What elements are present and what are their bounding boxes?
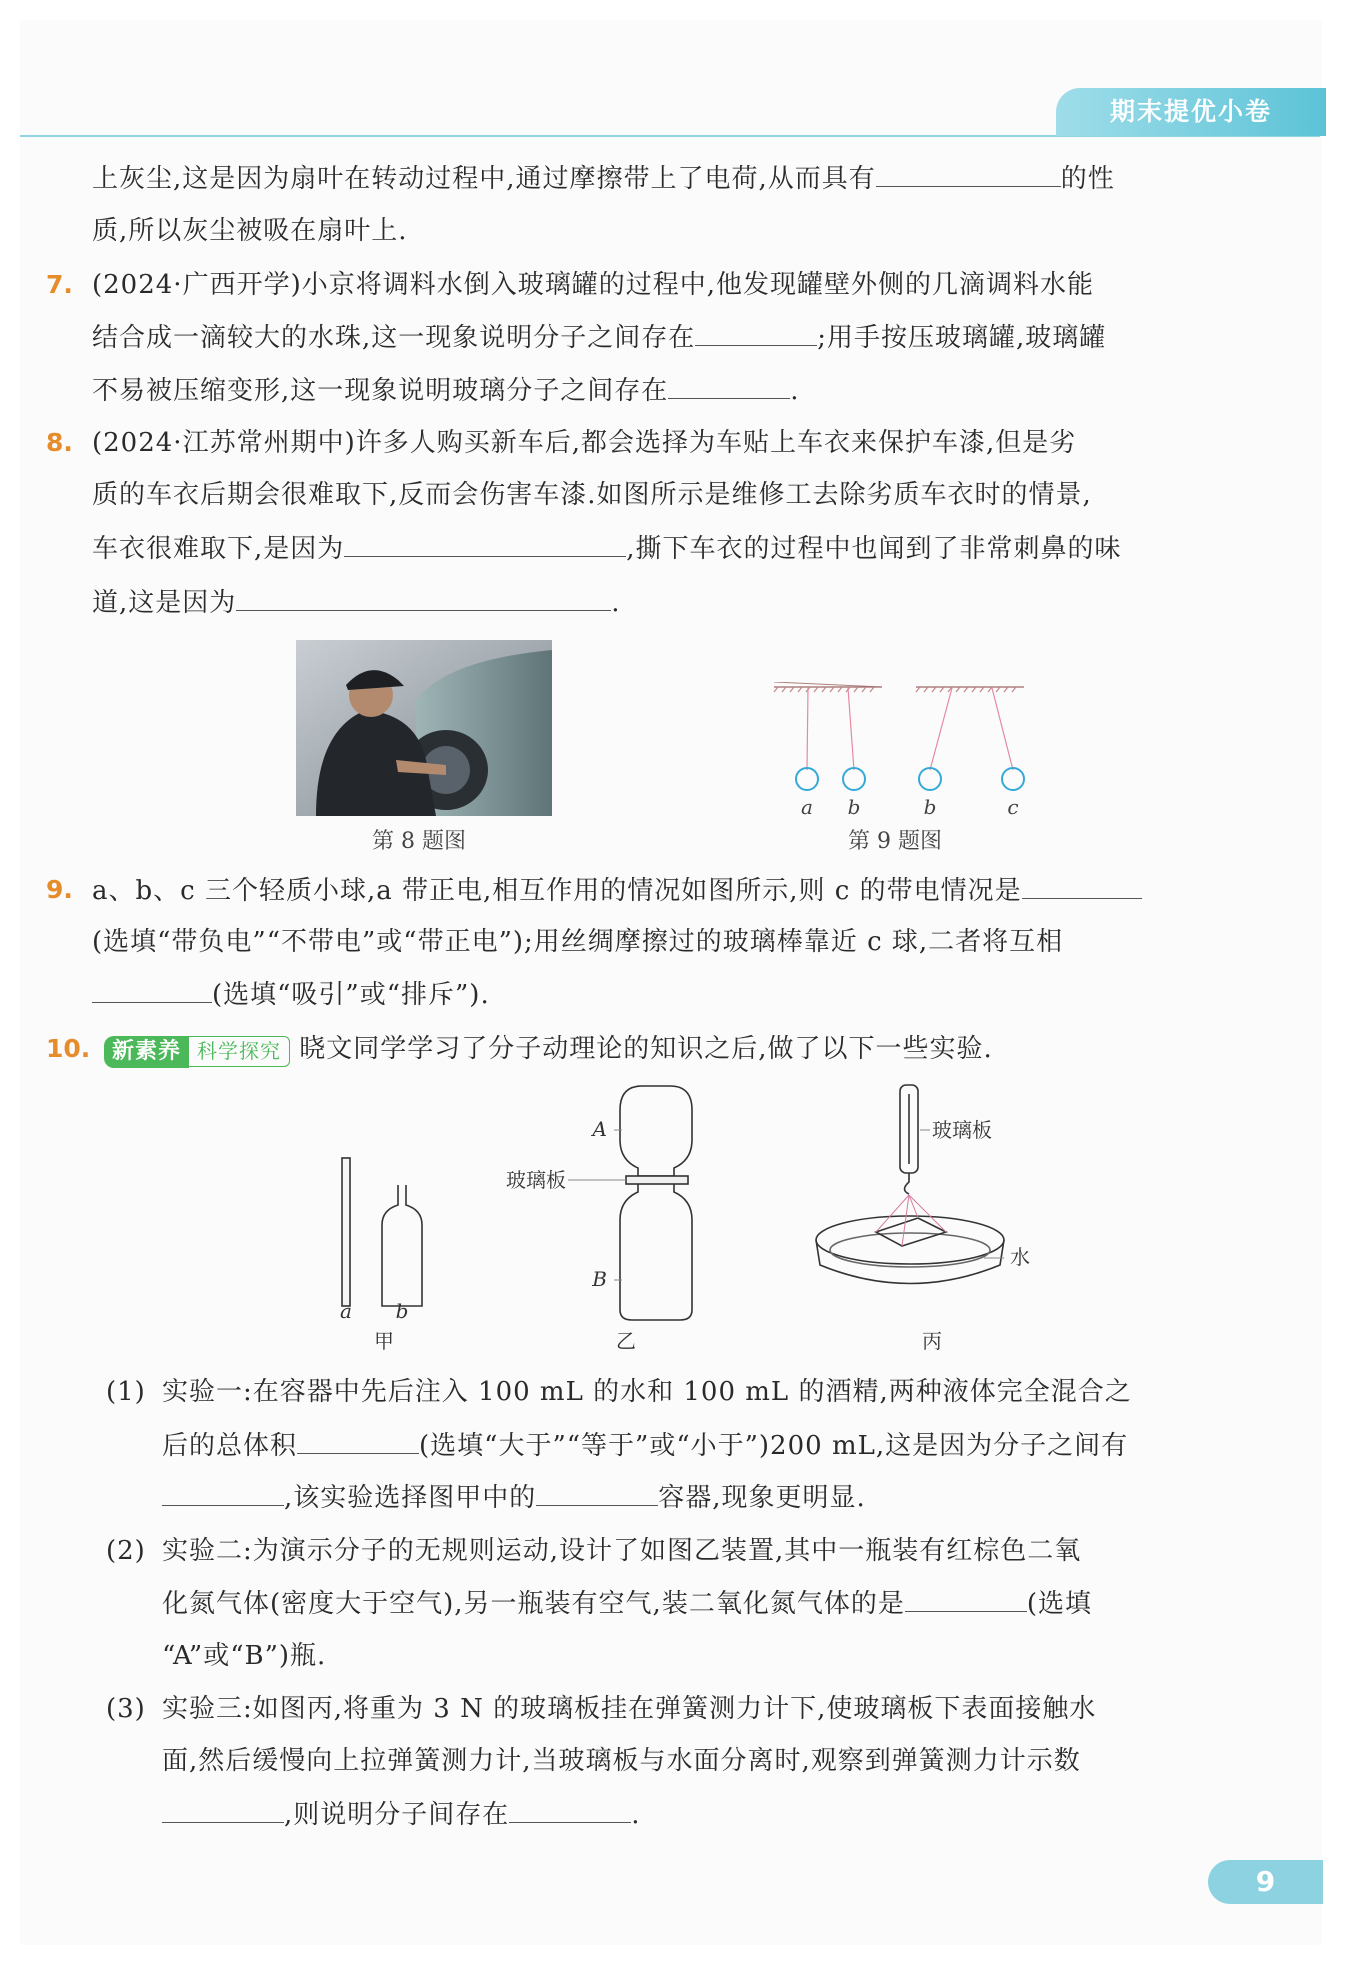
answer-blank[interactable] [297, 1427, 419, 1454]
answer-blank[interactable] [536, 1479, 658, 1506]
section-tab: 期末提优小卷 [1056, 88, 1326, 136]
intro-line-2: 质,所以灰尘被吸在扇叶上. [92, 216, 408, 246]
literacy-badge: 新素养 科学探究 [104, 1032, 290, 1068]
fig10-diagram [320, 1080, 1040, 1360]
answer-blank[interactable] [162, 1796, 284, 1823]
fig9-label-a: a [801, 795, 813, 819]
sub2-line-3: “A”或“B”)瓶. [162, 1641, 327, 1671]
answer-blank[interactable] [92, 976, 212, 1003]
answer-blank[interactable] [162, 1479, 284, 1506]
q8-line-4: 道,这是因为 . [92, 584, 621, 621]
sub3-number: (3) [106, 1694, 146, 1724]
fig9-caption: 第 9 题图 [848, 829, 942, 854]
fig10-caption-yi: 乙 [616, 1329, 636, 1353]
answer-blank[interactable] [236, 584, 611, 611]
sub3-line-3: ,则说明分子间存在 . [162, 1796, 641, 1833]
fig9-label-c: c [1007, 795, 1019, 819]
answer-blank[interactable] [344, 530, 626, 557]
q7-line-2: 结合成一滴较大的水珠,这一现象说明分子之间存在 ;用手按压玻璃罐,玻璃罐 [92, 319, 1106, 356]
q7-line-1: (2024·广西开学)小京将调料水倒入玻璃罐的过程中,他发现罐壁外侧的几滴调料水能 [92, 270, 1094, 300]
sub1-line-2: 后的总体积 (选填“大于”“等于”或“小于”)200 mL,这是因为分子之间有 [162, 1427, 1128, 1464]
answer-blank[interactable] [509, 1796, 631, 1823]
fig10-glass-label-bing: 玻璃板 [932, 1118, 992, 1142]
q8-line-1: (2024·江苏常州期中)许多人购买新车后,都会选择为车贴上车衣来保护车漆,但是劣 [92, 428, 1077, 458]
fig9-diagram [770, 682, 1040, 822]
sub2-number: (2) [106, 1536, 146, 1566]
answer-blank[interactable] [1022, 872, 1142, 899]
q9-line-3: (选填“吸引”或“排斥”). [92, 976, 490, 1013]
q9-line-1: a、b、c 三个轻质小球,a 带正电,相互作用的情况如图所示,则 c 的带电情况是 [92, 872, 1142, 909]
question-7-number: 7. [46, 270, 73, 299]
sub1-line-1: 实验一:在容器中先后注入 100 mL 的水和 100 mL 的酒精,两种液体完全混合之 [162, 1377, 1132, 1407]
sub3-line-1: 实验三:如图丙,将重为 3 N 的玻璃板挂在弹簧测力计下,使玻璃板下表面接触水 [162, 1694, 1097, 1724]
fig10-label-b: b [395, 1299, 409, 1323]
fig10-caption-bing: 丙 [922, 1329, 942, 1353]
fig10-label-B: B [592, 1267, 607, 1291]
answer-blank[interactable] [695, 319, 817, 346]
intro-line-1: 上灰尘,这是因为扇叶在转动过程中,通过摩擦带上了电荷,从而具有 的性 [92, 160, 1115, 197]
fig10-label-A: A [592, 1117, 607, 1141]
question-9-number: 9. [46, 875, 73, 904]
answer-blank[interactable] [668, 372, 790, 399]
fig10-caption-jia: 甲 [374, 1329, 394, 1353]
sub2-line-1: 实验二:为演示分子的无规则运动,设计了如图乙装置,其中一瓶装有红棕色二氧 [162, 1536, 1082, 1566]
sub3-line-2: 面,然后缓慢向上拉弹簧测力计,当玻璃板与水面分离时,观察到弹簧测力计示数 [162, 1746, 1081, 1776]
fig9-label-b1: b [847, 795, 861, 819]
fig9-label-b2: b [923, 795, 937, 819]
q8-line-2: 质的车衣后期会很难取下,反而会伤害车漆.如图所示是维修工去除劣质车衣时的情景, [92, 480, 1092, 510]
question-10-number: 10. [46, 1034, 91, 1063]
question-8-number: 8. [46, 428, 73, 457]
fig10-label-a: a [340, 1299, 352, 1323]
q10-intro-line: 新素养 科学探究 晓文同学学习了分子动理论的知识之后,做了以下一些实验. [104, 1031, 993, 1068]
fig8-caption: 第 8 题图 [372, 829, 466, 854]
answer-blank[interactable] [905, 1585, 1027, 1612]
q9-line-2: (选填“带负电”“不带电”或“带正电”);用丝绸摩擦过的玻璃棒靠近 c 球,二者将互相 [92, 927, 1064, 957]
answer-blank[interactable] [876, 160, 1061, 187]
sub1-number: (1) [106, 1377, 146, 1407]
fig8-photo [296, 640, 552, 816]
fig10-glass-label-yi: 玻璃板 [506, 1168, 566, 1192]
q7-line-3: 不易被压缩变形,这一现象说明玻璃分子之间存在 . [92, 372, 800, 409]
fig10-water-label: 水 [1010, 1245, 1030, 1269]
page-number: 9 [1208, 1860, 1323, 1904]
q8-line-3: 车衣很难取下,是因为 ,撕下车衣的过程中也闻到了非常刺鼻的味 [92, 530, 1122, 567]
sub2-line-2: 化氮气体(密度大于空气),另一瓶装有空气,装二氧化氮气体的是 (选填 [162, 1585, 1092, 1622]
sub1-line-3: ,该实验选择图甲中的 容器,现象更明显. [162, 1479, 866, 1516]
